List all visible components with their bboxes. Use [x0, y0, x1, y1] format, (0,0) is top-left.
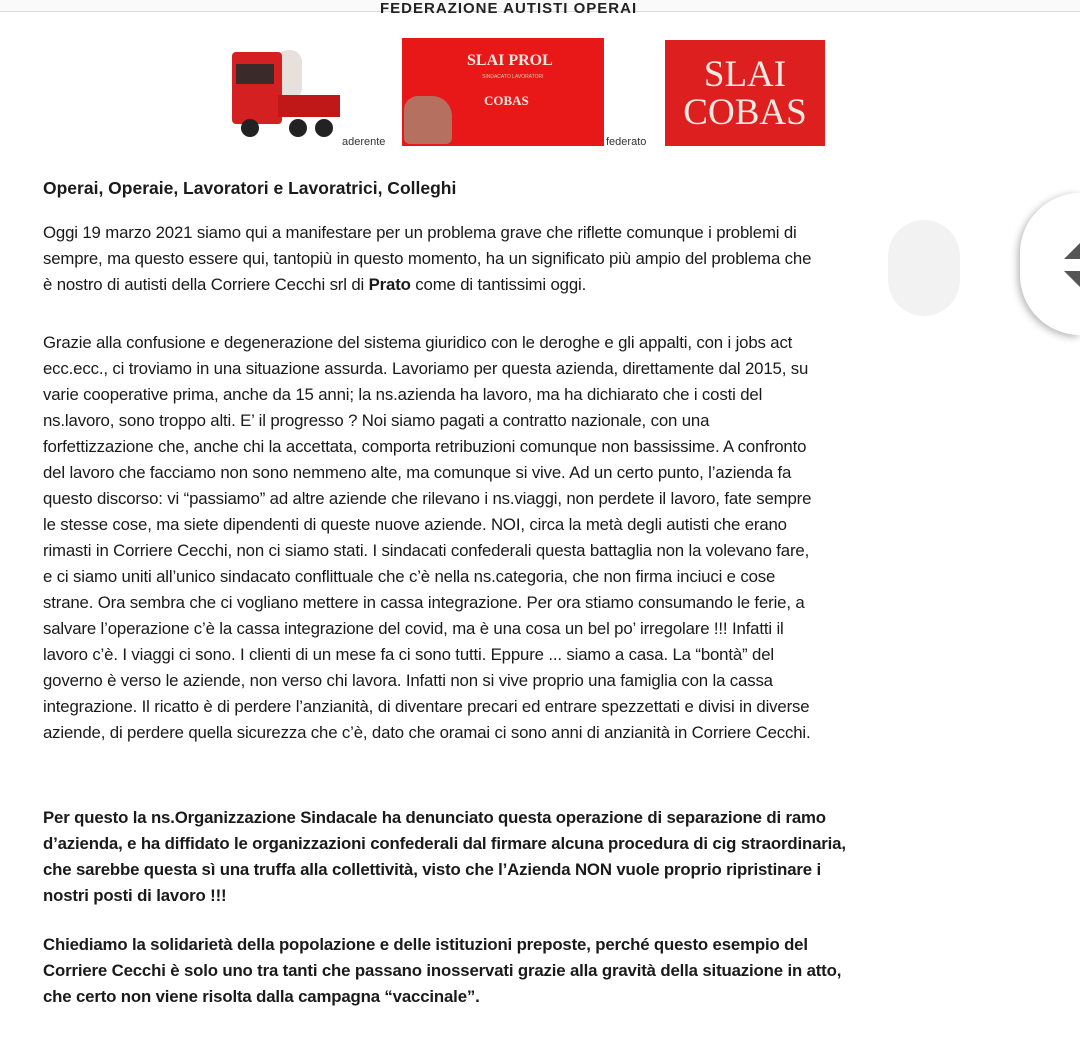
text-line: integrazione. Il ricatto è di perdere l’anzianità, di diventare precari ed entrare spezzettati e divisi in diverse: [43, 697, 810, 716]
text-line: forfettizzazione che, anche chi la accettata, comporta retribuzioni comunque non bassissime. A confronto: [43, 437, 807, 456]
slai-cobas-logo: [665, 40, 825, 146]
text-line: rimasti in Corriere Cecchi, non ci siamo stati. I sindacati confederali questa battaglia non la volevano fare,: [43, 541, 810, 560]
salutation: Operai, Operaie, Lavoratori e Lavoratrici, Colleghi: [43, 178, 457, 198]
text-line: strane. Ora sembra che ci vogliano mettere in cassa integrazione. Per ora stiamo consumando le ferie, a: [43, 593, 805, 612]
logo-text: SLAI PROL: [467, 52, 553, 69]
text-line: nostri posti di lavoro !!!: [43, 886, 227, 905]
caption-federato: federato: [606, 136, 647, 148]
text: è nostro di autisti della Corriere Cecchi srl di: [43, 275, 369, 294]
text-line: Chiediamo la solidarietà della popolazione e delle istituzioni preposte, perché questo esempio del: [43, 935, 808, 954]
text-line: varie cooperative prima, anche da 15 anni; la ns.azienda ha lavoro, ma ha dichiarato che i costi del: [43, 385, 763, 404]
text-line: questo discorso: vi “passiamo” ad altre aziende che rilevano i ns.viaggi, non perdete il lavoro, fate sempre: [43, 489, 812, 508]
up-down-arrows-icon: [1060, 243, 1080, 287]
fist-image: [404, 96, 452, 144]
scroll-handle[interactable]: [1020, 193, 1080, 335]
text-line: salvare l’operazione c’è la cassa integrazione del covid, ma è una cosa un bel po’ irregolare !!! Infatti il: [43, 619, 784, 638]
text-line: che certo non viene risolta dalla campagna “vaccinale”.: [43, 987, 480, 1006]
text-line: Corriere Cecchi è solo uno tra tanti che passano inosservati grazie alla gravità della situazione in atto,: [43, 961, 842, 980]
city-bold: Prato: [368, 275, 411, 294]
federation-title: FEDERAZIONE AUTISTI OPERAI: [380, 0, 638, 17]
truck-logo: [228, 40, 346, 140]
text-line: lavoro c’è. I viaggi ci sono. I clienti di un mese fa ci sono tutti. Eppure ... siamo a casa. La “bontà” del: [43, 645, 774, 664]
text-line: aziende, di perdere quella sicurezza che c’è, dato che oramai ci sono anni di anzianità in Corriere Cecchi.: [43, 723, 811, 742]
text: come di tantissimi oggi.: [410, 275, 587, 294]
text-line: ecc.ecc., ci troviamo in una situazione assurda. Lavoriamo per questa azienda, direttamente dal 2015, su: [43, 359, 809, 378]
touch-indicator: [888, 220, 960, 316]
text-line: Oggi 19 marzo 2021 siamo qui a manifestare per un problema grave che riflette comunque i problemi di: [43, 223, 797, 242]
logo-text: COBAS: [484, 93, 529, 108]
logo-text: COBAS: [683, 92, 807, 133]
text-line: Per questo la ns.Organizzazione Sindacale ha denunciato questa operazione di separazione di ramo: [43, 808, 826, 827]
text-line: le stesse cose, ma siete dipendenti di queste nuove aziende. NOI, circa la metà degli autisti che erano: [43, 515, 787, 534]
slai-prol-cobas-logo: [402, 38, 604, 146]
logo-subtext: SINDACATO LAVORATORI: [482, 74, 544, 80]
text-line: e ci siamo uniti all’unico sindacato conflittuale che c’è nella ns.categoria, che non firma inciuci e cose: [43, 567, 776, 586]
text-line: che sarebbe questa sì una truffa alla collettività, visto che l’Azienda NON vuole proprio ripristinare i: [43, 860, 821, 879]
text-line: Grazie alla confusione e degenerazione del sistema giuridico con le deroghe e gli appalti, con i jobs act: [43, 333, 793, 352]
text-line: ns.lavoro, sono troppo alti. E’ il progresso ? Noi siamo pagati a contratto nazionale, con una: [43, 411, 710, 430]
text-line: governo è verso le aziende, non verso chi lavora. Infatti non si vive proprio una famiglia con la cassa: [43, 671, 773, 690]
paragraph-2: [43, 330, 1073, 746]
paragraph-3: [43, 805, 1073, 909]
text-line: sempre, ma questo essere qui, tantopiù in questo momento, ha un significato più ampio del problema che: [43, 249, 812, 268]
logo-text: SLAI: [703, 54, 787, 95]
paragraph-4: [43, 932, 1073, 1010]
text-line: d’azienda, e ha diffidato le organizzazioni confederali dal firmare alcuna procedura di cig straordinaria,: [43, 834, 846, 853]
caption-aderente: aderente: [342, 136, 386, 148]
text-line: del lavoro che facciamo non sono nemmeno alte, ma comunque si vive. Ad un certo punto, l’azienda fa: [43, 463, 792, 482]
